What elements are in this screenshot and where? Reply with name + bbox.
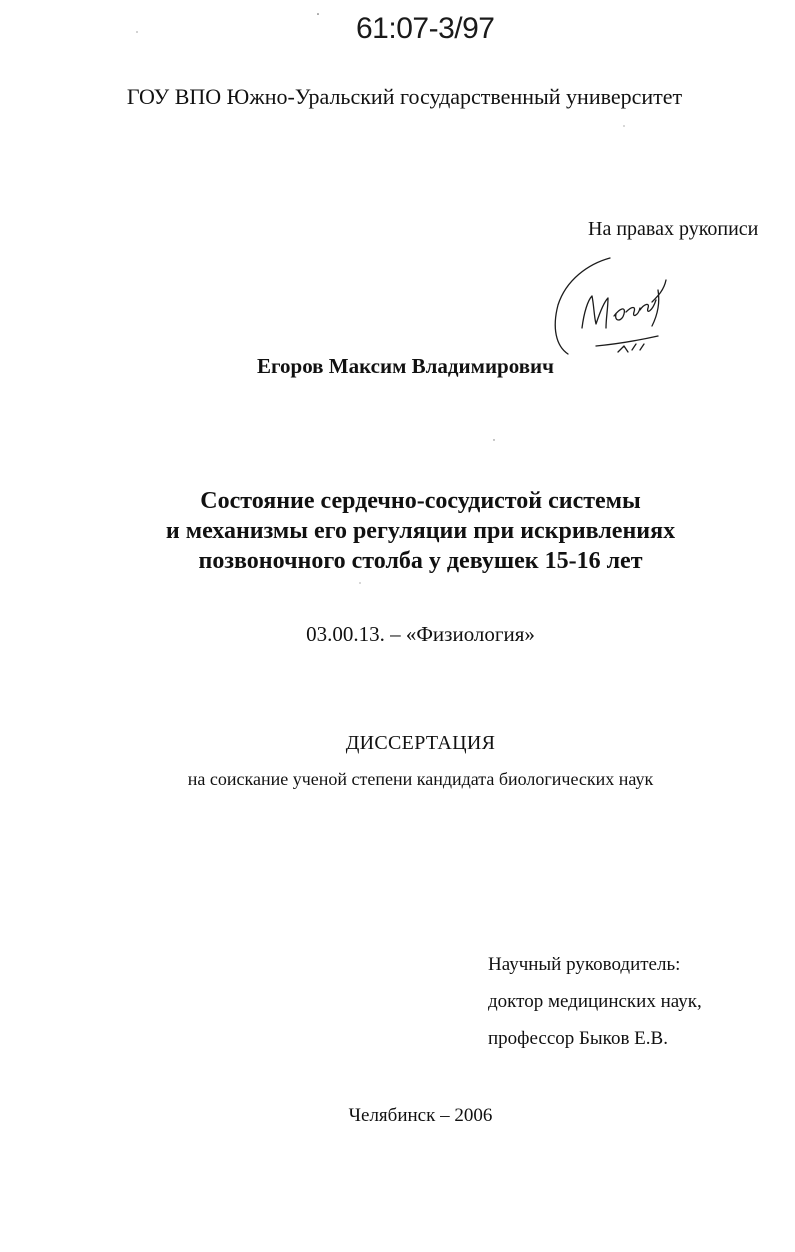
manuscript-rights-note: На правах рукописи — [588, 218, 759, 240]
dissertation-title — [0, 486, 795, 576]
title-line: Состояние сердечно-сосудистой системы — [200, 488, 641, 514]
title-line: и механизмы его регуляции при искривлениях — [165, 518, 676, 544]
supervisor-label: Научный руководитель: — [488, 954, 681, 975]
supervisor-name: профессор Быков Е.В. — [488, 1028, 668, 1049]
supervisor-degree: доктор медицинских наук, — [488, 991, 702, 1012]
handwritten-signature — [548, 250, 668, 365]
title-line: позвоночного столба у девушек 15-16 лет — [198, 548, 643, 574]
archive-stamp-code: 61:07-3/97 — [356, 12, 495, 45]
institution-name: ГОУ ВПО Южно-Уральский государственный университет — [126, 84, 683, 109]
supervisor-block — [488, 946, 702, 1057]
document-type: ДИССЕРТАЦИЯ — [345, 732, 496, 754]
author-name: Егоров Максим Владимирович — [257, 354, 554, 378]
degree-statement: на соискание ученой степени кандидата биологических наук — [187, 769, 654, 789]
specialty-code: 03.00.13. – «Физиология» — [306, 622, 535, 646]
city-year: Челябинск – 2006 — [348, 1105, 493, 1126]
